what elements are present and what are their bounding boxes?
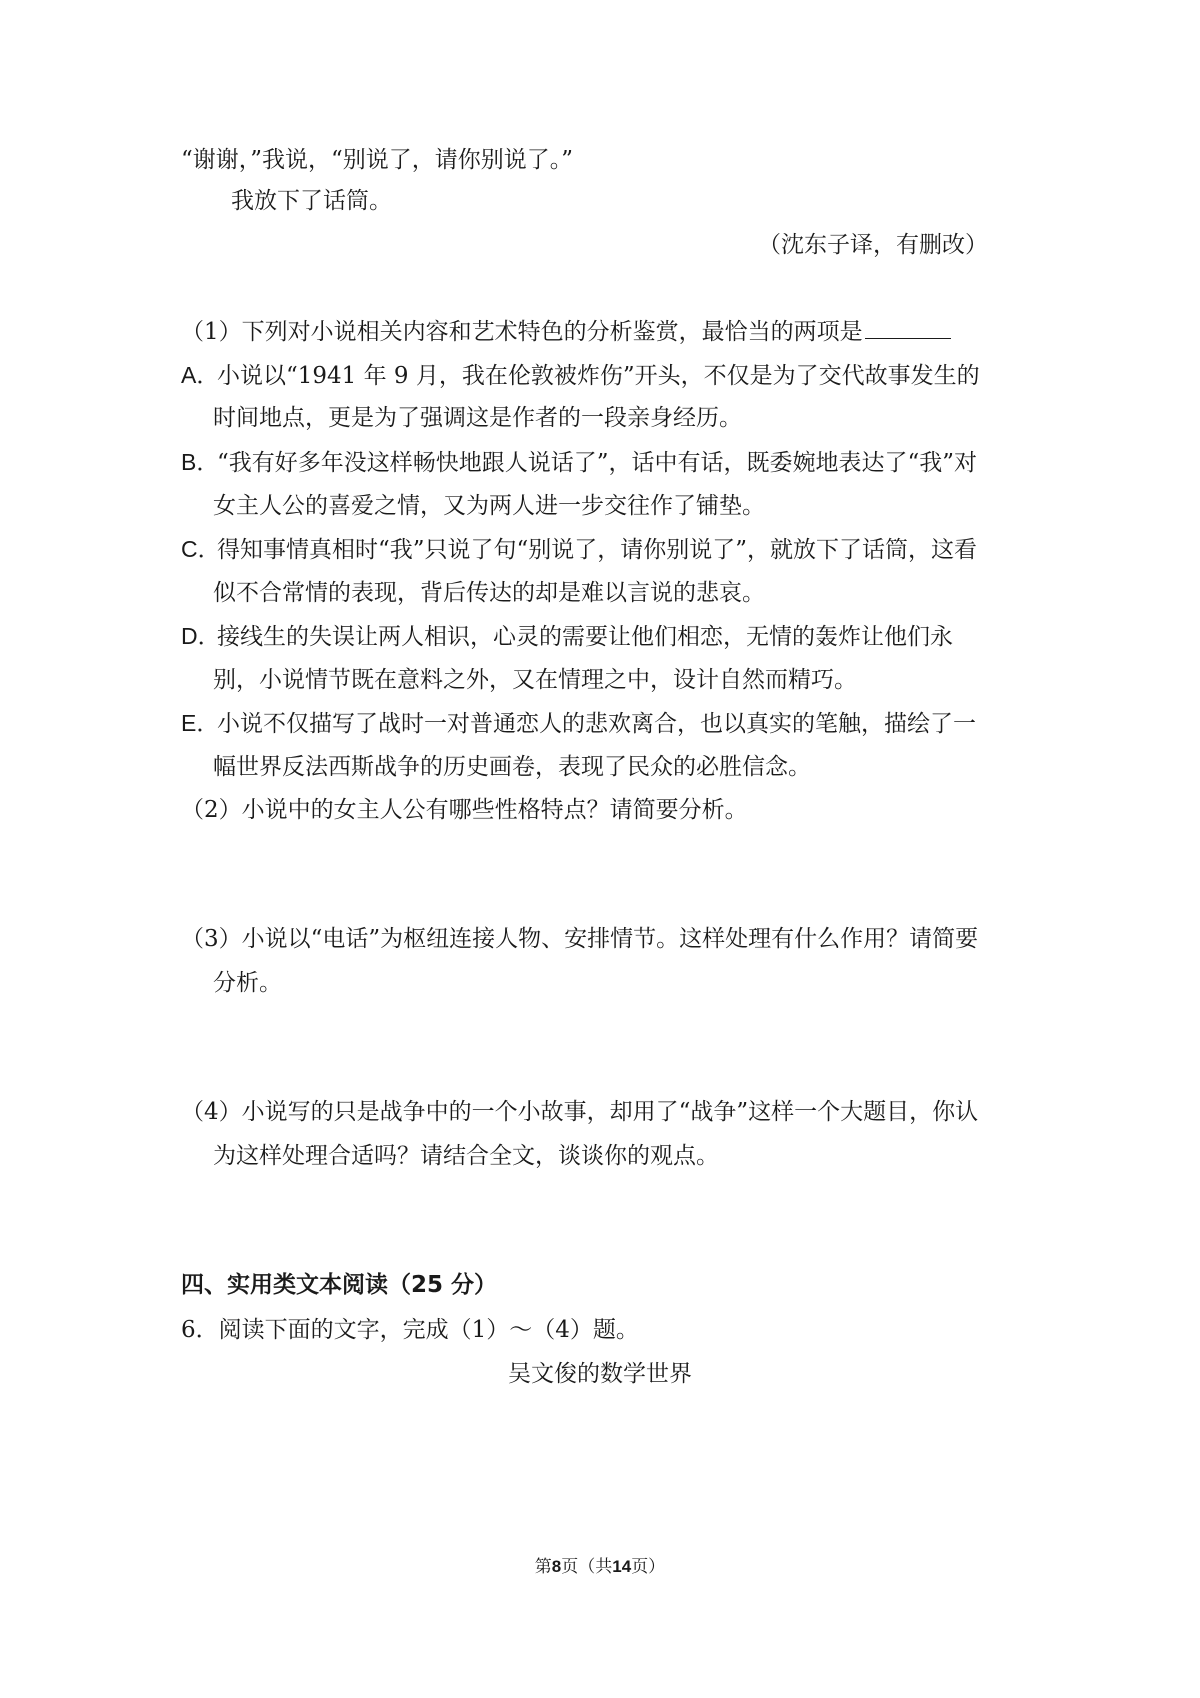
option-b-line-2: 女主人公的喜爱之情，又为两人进一步交往作了铺垫。	[213, 493, 765, 519]
passage-closing-line: 我放下了话筒。	[231, 188, 392, 214]
question-4-line-1: （4）小说写的只是战争中的一个小故事，却用了“战争”这样一个大题目，你认	[181, 1099, 979, 1125]
option-b-line-1	[181, 447, 977, 478]
option-d-line-2: 别，小说情节既在意料之外，又在情理之中，设计自然而精巧。	[213, 667, 857, 693]
answer-blank	[865, 316, 951, 339]
option-e-label: E．	[181, 710, 220, 736]
footer-page-number: 8	[551, 1557, 562, 1576]
footer-total-pages: 14	[612, 1557, 632, 1576]
question-3-line-1: （3）小说以“电话”为枢纽连接人物、安排情节。这样处理有什么作用？请简要	[181, 926, 979, 952]
question-1-text: （1）下列对小说相关内容和艺术特色的分析鉴赏，最恰当的两项是	[181, 319, 863, 345]
option-c-text-1: 得知事情真相时“我”只说了句“别说了，请你别说了”，就放下了话筒，这看	[217, 537, 978, 563]
question-4-line-2: 为这样处理合适吗？请结合全文，谈谈你的观点。	[213, 1143, 719, 1169]
option-e-line-1	[181, 708, 976, 739]
question-3-line-2: 分析。	[213, 970, 282, 996]
option-a-label: A．	[181, 362, 220, 388]
option-c-line-1	[181, 534, 977, 565]
option-c-label: C．	[181, 536, 221, 562]
option-b-text-1: “我有好多年没这样畅快地跟人说话了”，话中有话，既委婉地表达了“我”对	[217, 450, 978, 476]
footer-middle: 页（共	[561, 1557, 613, 1577]
translator-attribution: （沈东子译，有删改）	[758, 232, 988, 258]
option-d-line-1	[181, 621, 953, 652]
footer-suffix: 页）	[631, 1557, 666, 1577]
section-4-heading: 四、实用类文本阅读（25 分）	[181, 1272, 498, 1298]
option-c-line-2: 似不合常情的表现，背后传达的却是难以言说的悲哀。	[213, 580, 765, 606]
option-b-label: B．	[181, 449, 220, 475]
page-footer	[0, 1556, 1200, 1578]
option-e-line-2: 幅世界反法西斯战争的历史画卷，表现了民众的必胜信念。	[213, 754, 811, 780]
option-d-label: D．	[181, 623, 221, 649]
question-2-stem: （2）小说中的女主人公有哪些性格特点？请简要分析。	[181, 797, 748, 823]
option-a-line-2: 时间地点，更是为了强调这是作者的一段亲身经历。	[213, 405, 742, 431]
question-6-stem: 6．阅读下面的文字，完成（1）～（4）题。	[181, 1317, 639, 1343]
option-a-line-1	[181, 360, 980, 391]
option-d-text-1: 接线生的失误让两人相识，心灵的需要让他们相恋，无情的轰炸让他们永	[217, 624, 953, 650]
option-e-text-1: 小说不仅描写了战时一对普通恋人的悲欢离合，也以真实的笔触，描绘了一	[217, 711, 976, 737]
article-title: 吴文俊的数学世界	[508, 1361, 692, 1387]
passage-dialogue-line: “谢谢，”我说，“别说了，请你别说了。”	[181, 147, 574, 173]
question-1-stem	[181, 316, 951, 347]
footer-prefix: 第	[534, 1557, 552, 1577]
option-a-text-1: 小说以“1941 年 9 月，我在伦敦被炸伤”开头，不仅是为了交代故事发生的	[217, 363, 980, 389]
